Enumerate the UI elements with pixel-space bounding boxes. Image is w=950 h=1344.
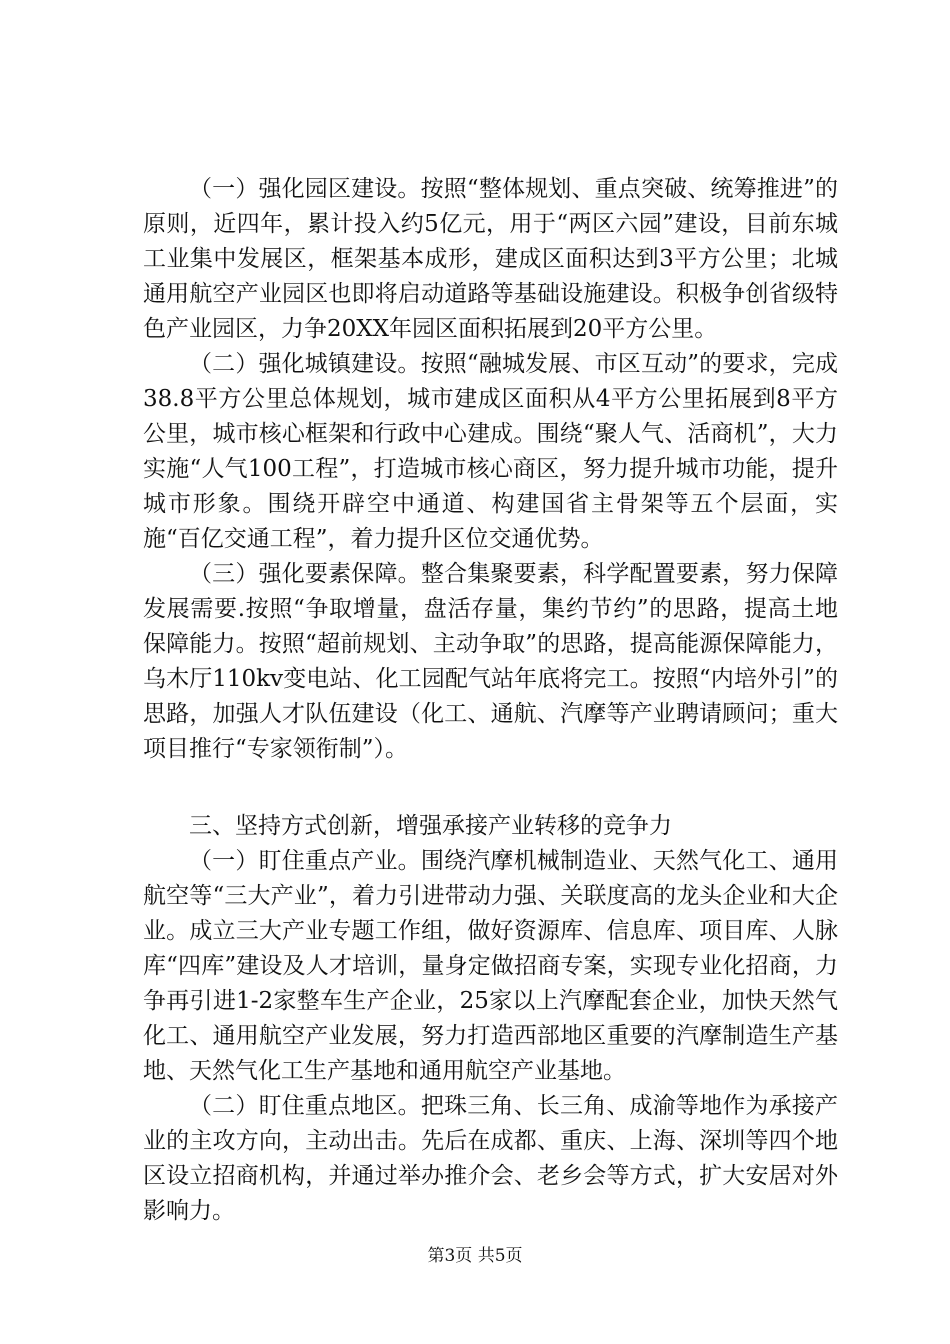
paragraph-key-industries: （一）盯住重点产业。围绕汽摩机械制造业、天然气化工、通用航空等“三大产业”，着力引进带动力强、关联度高的龙头企业和大企业。成立三大产业专题工作组，做好资源库、信息库、项目库、人脉库“四库”建设及人才培训，量身定做招商专案，实现专业化招商，力争再引进1-2家整车生产企业，25家以上汽摩配套企业，加快天然气化工、通用航空产业发展，努力打造西部地区重要的汽摩制造生产基地、天然气化工生产基地和通用航空产业基地。 [143, 848, 838, 1084]
paragraph-key-regions: （二）盯住重点地区。把珠三角、长三角、成渝等地作为承接产业的主攻方向，主动出击。先后在成都、重庆、上海、深圳等四个地区设立招商机构，并通过举办推介会、老乡会等方式，扩大安居对外影响力。 [143, 1093, 838, 1224]
page-number-footer: 第3页 共5页 [427, 1246, 523, 1266]
paragraph-factor-guarantee: （三）强化要素保障。整合集聚要素，科学配置要素，努力保障发展需要.按照“争取增量，盘活存量，集约节约”的思路，提高土地保障能力。按照“超前规划、主动争取”的思路，提高能源保障能力，乌木厅110kv变电站、化工园配气站年底将完工。按照“内培外引”的思路，加强人才队伍建设（化工、通航、汽摩等产业聘请顾问；重大项目推行“专家领衔制”）。 [143, 561, 838, 762]
paragraph-park-construction: （一）强化园区建设。按照“整体规划、重点突破、统筹推进”的原则，近四年，累计投入约5亿元，用于“两区六园”建设，目前东城工业集中发展区，框架基本成形，建成区面积达到3平方公里；北城通用航空产业园区也即将启动道路等基础设施建设。积极争创省级特色产业园区，力争20XX年园区面积拓展到20平方公里。 [143, 176, 838, 342]
paragraph-town-construction: （二）强化城镇建设。按照“融城发展、市区互动”的要求，完成38.8平方公里总体规划，城市建成区面积从4平方公里拓展到8平方公里，城市核心框架和行政中心建成。围绕“聚人气、活商机”，大力实施“人气100工程”，打造城市核心商区，努力提升城市功能，提升城市形象。围绕开辟空中通道、构建国省主骨架等五个层面，实施“百亿交通工程”，着力提升区位交通优势。 [143, 351, 838, 552]
document-body [143, 172, 838, 1229]
section-heading: 三、坚持方式创新，增强承接产业转移的竞争力 [189, 813, 672, 839]
